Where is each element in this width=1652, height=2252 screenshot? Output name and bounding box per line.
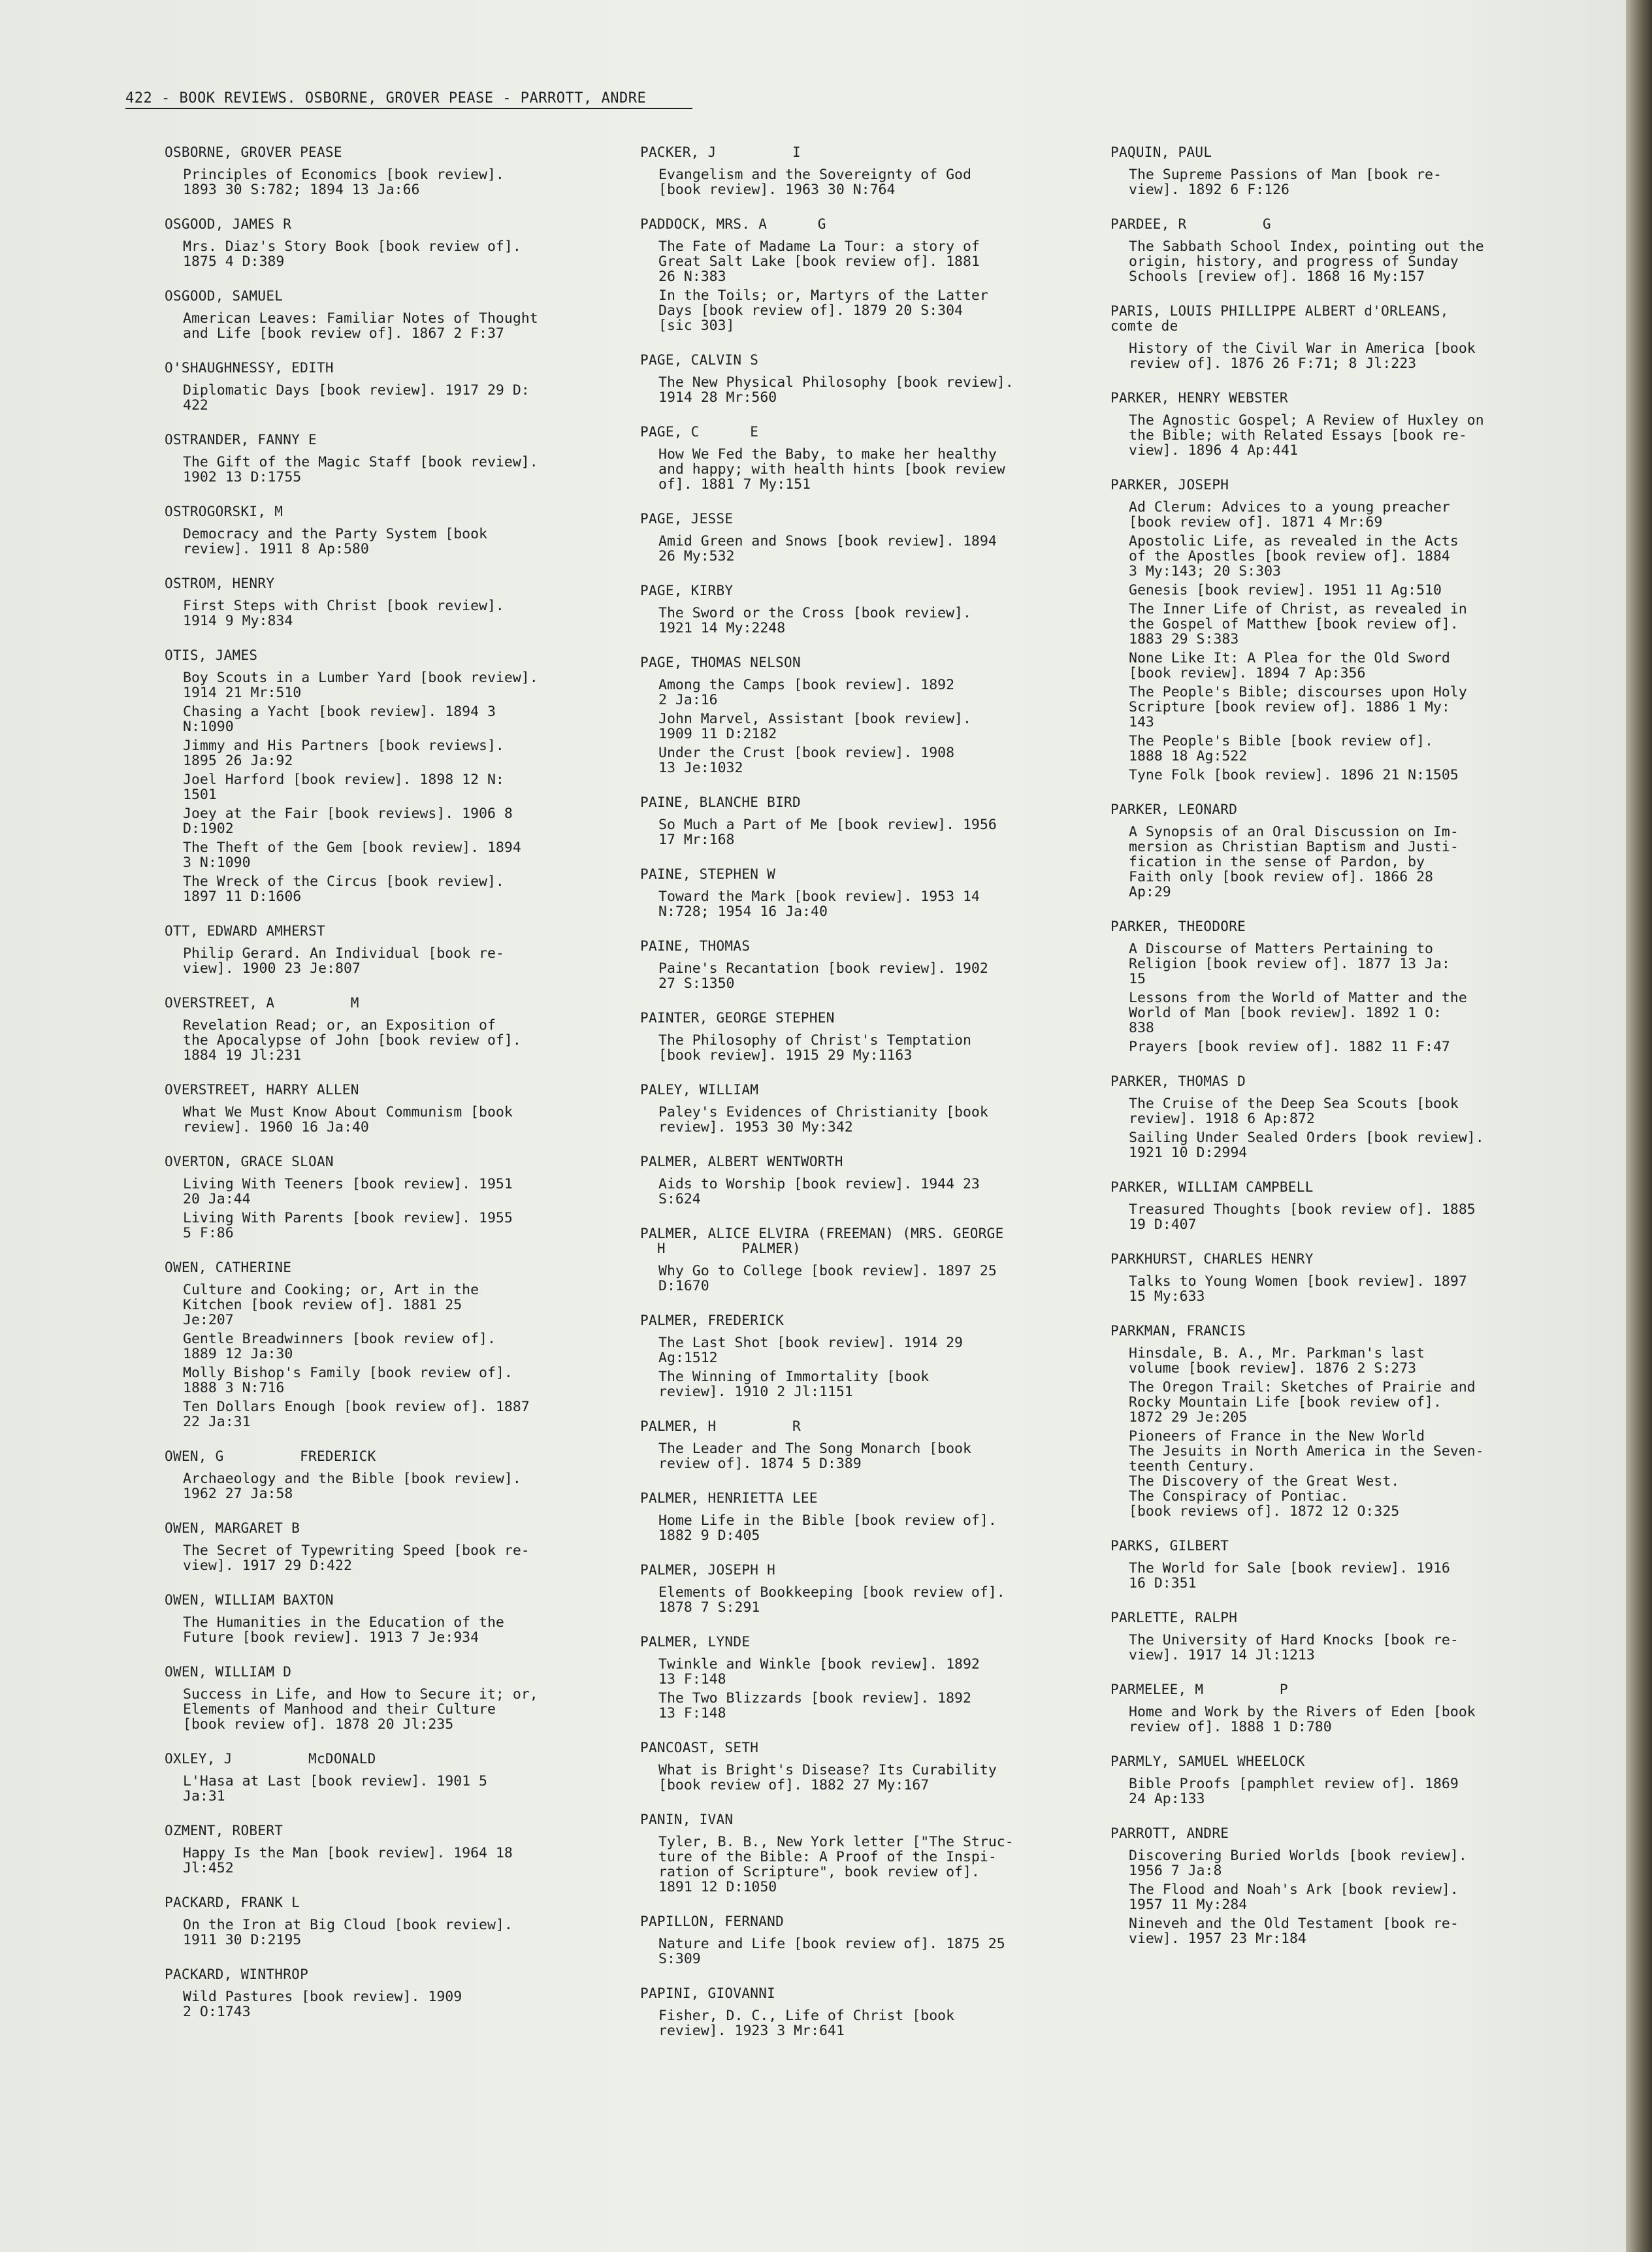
work-citation: Elements of Bookkeeping [book review of]. 1878 7 S:291 bbox=[658, 1584, 1005, 1616]
author-heading: PARMELEE, M P bbox=[1110, 1682, 1288, 1697]
author-heading: OSBORNE, GROVER PEASE bbox=[165, 144, 342, 160]
work-citation: Apostolic Life, as revealed in the Acts of the Apostles [book review of]. 1884 3 My:143; 20 S:303 bbox=[1129, 533, 1459, 579]
work-citation: Prayers [book review of]. 1882 11 F:47 bbox=[1129, 1039, 1450, 1055]
index-entry bbox=[640, 1491, 1065, 1543]
work-citation: The Inner Life of Christ, as revealed in the Gospel of Matthew [book review of]. 1883 29 S:383 bbox=[1129, 601, 1467, 647]
work-citation: History of the Civil War in America [book review of]. 1876 26 F:71; 8 Jl:223 bbox=[1129, 340, 1476, 372]
index-entry bbox=[165, 924, 602, 976]
author-heading: OZMENT, ROBERT bbox=[165, 1823, 283, 1838]
author-heading: OTT, EDWARD AMHERST bbox=[165, 923, 325, 939]
work-citation: Sailing Under Sealed Orders [book review]. 1921 10 D:2994 bbox=[1129, 1130, 1484, 1161]
author-heading: PAGE, THOMAS NELSON bbox=[640, 655, 801, 670]
author-heading: PALMER, ALBERT WENTWORTH bbox=[640, 1154, 843, 1169]
index-entry bbox=[640, 939, 1065, 991]
work-citation: Discovering Buried Worlds [book review]. 1956 7 Ja:8 bbox=[1129, 1848, 1467, 1879]
work-citation: The People's Bible [book review of]. 1888 18 Ag:522 bbox=[1129, 733, 1433, 764]
index-entry bbox=[640, 1226, 1065, 1294]
author-heading: OVERSTREET, HARRY ALLEN bbox=[165, 1082, 359, 1098]
work-citation: The Oregon Trail: Sketches of Prairie and Rocky Mountain Life [book review of]. 1872 29 Je:205 bbox=[1129, 1379, 1476, 1426]
work-citation: Wild Pastures [book review]. 1909 2 O:1743 bbox=[183, 1989, 462, 2020]
work-citation: The Agnostic Gospel; A Review of Huxley on the Bible; with Related Essays [book re- view]. 1896 4 Ap:441 bbox=[1129, 412, 1484, 459]
work-citation: On the Iron at Big Cloud [book review]. 1911 30 D:2195 bbox=[183, 1917, 513, 1948]
work-citation: The Secret of Typewriting Speed [book re- view]. 1917 29 D:422 bbox=[183, 1542, 530, 1574]
work-citation: The Flood and Noah's Ark [book review]. 1957 11 My:284 bbox=[1129, 1882, 1459, 1913]
index-entry bbox=[640, 795, 1065, 847]
index-entry bbox=[640, 425, 1065, 492]
work-citation: The Cruise of the Deep Sea Scouts [book review]. 1918 6 Ap:872 bbox=[1129, 1096, 1459, 1127]
author-heading: OTIS, JAMES bbox=[165, 647, 258, 663]
work-citation: The Leader and The Song Monarch [book review of]. 1874 5 D:389 bbox=[658, 1441, 971, 1472]
index-entry bbox=[640, 867, 1065, 919]
work-citation: Nineveh and the Old Testament [book re- view]. 1957 23 Mr:184 bbox=[1129, 1916, 1459, 1947]
author-heading: PARIS, LOUIS PHILLIPPE ALBERT d'ORLEANS, comte de bbox=[1110, 303, 1449, 334]
work-citation: L'Hasa at Last [book review]. 1901 5 Ja:31 bbox=[183, 1773, 487, 1804]
index-entry bbox=[1110, 1610, 1568, 1663]
author-heading: PARKS, GILBERT bbox=[1110, 1538, 1229, 1554]
work-citation: Twinkle and Winkle [book review]. 1892 13 F:148 bbox=[658, 1656, 980, 1688]
work-citation: Amid Green and Snows [book review]. 1894 26 My:532 bbox=[658, 533, 997, 564]
work-citation: Paley's Evidences of Christianity [book review]. 1953 30 My:342 bbox=[658, 1104, 988, 1135]
index-entry bbox=[640, 353, 1065, 405]
author-heading: OWEN, MARGARET B bbox=[165, 1520, 300, 1536]
work-citation: The Sword or the Cross [book review]. 1921 14 My:2248 bbox=[658, 605, 971, 636]
index-entry bbox=[165, 1260, 602, 1429]
work-citation: Talks to Young Women [book review]. 1897 15 My:633 bbox=[1129, 1273, 1467, 1305]
work-citation: Genesis [book review]. 1951 11 Ag:510 bbox=[1129, 582, 1442, 598]
index-entry bbox=[165, 1083, 602, 1135]
index-entry bbox=[1110, 478, 1568, 783]
work-citation: Democracy and the Party System [book review]. 1911 8 Ap:580 bbox=[183, 526, 487, 557]
work-citation: In the Toils; or, Martyrs of the Latter Days [book review of]. 1879 20 S:304 [sic 303] bbox=[658, 287, 988, 334]
work-citation: Home Life in the Bible [book review of]. 1882 9 D:405 bbox=[658, 1512, 997, 1544]
index-entry bbox=[640, 655, 1065, 775]
column-1 bbox=[165, 145, 602, 2039]
index-entry bbox=[165, 145, 602, 197]
index-entry bbox=[640, 1083, 1065, 1135]
work-citation: The Gift of the Magic Staff [book review]. 1902 13 D:1755 bbox=[183, 454, 538, 485]
author-heading: PAGE, KIRBY bbox=[640, 583, 734, 598]
work-citation: Ad Clerum: Advices to a young preacher [book review of]. 1871 4 Mr:69 bbox=[1129, 499, 1450, 530]
work-citation: Molly Bishop's Family [book review of]. 1888 3 N:716 bbox=[183, 1365, 513, 1396]
index-entry bbox=[165, 996, 602, 1063]
author-heading: PARKER, JOSEPH bbox=[1110, 477, 1229, 493]
work-citation: Toward the Mark [book review]. 1953 14 N:728; 1954 16 Ja:40 bbox=[658, 889, 980, 920]
index-entry bbox=[640, 1986, 1065, 2038]
work-citation: The People's Bible; discourses upon Holy Scripture [book review of]. 1886 1 My: 143 bbox=[1129, 684, 1467, 730]
work-citation: None Like It: A Plea for the Old Sword [book review]. 1894 7 Ap:356 bbox=[1129, 650, 1450, 681]
index-entry bbox=[640, 1313, 1065, 1399]
index-entry bbox=[165, 217, 602, 269]
author-heading: OSTROM, HENRY bbox=[165, 576, 275, 591]
index-entry bbox=[640, 1154, 1065, 1207]
work-citation: Evangelism and the Sovereignty of God [book review]. 1963 30 N:764 bbox=[658, 167, 971, 198]
work-citation: Gentle Breadwinners [book review of]. 1889 12 Ja:30 bbox=[183, 1331, 496, 1362]
index-entry bbox=[1110, 919, 1568, 1054]
author-heading: PALEY, WILLIAM bbox=[640, 1082, 759, 1098]
work-citation: Treasured Thoughts [book review of]. 1885 19 D:407 bbox=[1129, 1201, 1476, 1233]
work-citation: Living With Teeners [book review]. 1951 20 Ja:44 bbox=[183, 1176, 513, 1207]
index-entry bbox=[165, 1449, 602, 1501]
work-citation: What is Bright's Disease? Its Curability [book review of]. 1882 27 My:167 bbox=[658, 1762, 997, 1793]
author-heading: PAGE, C E bbox=[640, 424, 759, 440]
work-citation: Tyne Folk [book review]. 1896 21 N:1505 bbox=[1129, 767, 1459, 783]
work-citation: The Humanities in the Education of the Future [book review]. 1913 7 Je:934 bbox=[183, 1614, 504, 1646]
index-entry bbox=[1110, 1539, 1568, 1591]
author-heading: PAQUIN, PAUL bbox=[1110, 144, 1212, 160]
index-entry bbox=[165, 504, 602, 557]
work-citation: A Discourse of Matters Pertaining to Religion [book review of]. 1877 13 Ja: 15 bbox=[1129, 941, 1450, 987]
author-heading: PARKMAN, FRANCIS bbox=[1110, 1323, 1246, 1339]
author-heading: PALMER, LYNDE bbox=[640, 1634, 751, 1650]
work-citation: Home and Work by the Rivers of Eden [book review of]. 1888 1 D:780 bbox=[1129, 1704, 1476, 1735]
work-citation: How We Fed the Baby, to make her healthy and happy; with health hints [book review of]. 1881 7 My:151 bbox=[658, 446, 1005, 493]
work-citation: Pioneers of France in the New World The Jesuits in North America in the Seven- teenth Century. The Discovery of the Great West. The Conspiracy of Pontiac. [book reviews of]. 1872 12 O:325 bbox=[1129, 1428, 1484, 1520]
work-citation: Bible Proofs [pamphlet review of]. 1869 24 Ap:133 bbox=[1129, 1776, 1459, 1807]
author-heading: PARDEE, R G bbox=[1110, 216, 1271, 232]
work-citation: Archaeology and the Bible [book review]. 1962 27 Ja:58 bbox=[183, 1471, 521, 1502]
work-citation: The Last Shot [book review]. 1914 29 Ag:1512 bbox=[658, 1335, 963, 1366]
work-citation: First Steps with Christ [book review]. 1914 9 My:834 bbox=[183, 598, 504, 629]
work-citation: The New Physical Philosophy [book review]. 1914 28 Mr:560 bbox=[658, 374, 1014, 406]
author-heading: OVERTON, GRACE SLOAN bbox=[165, 1154, 334, 1169]
index-entry bbox=[640, 1011, 1065, 1063]
author-heading: PARKER, WILLIAM CAMPBELL bbox=[1110, 1179, 1314, 1195]
index-entry bbox=[1110, 802, 1568, 900]
author-heading: PAPILLON, FERNAND bbox=[640, 1914, 785, 1929]
index-entry bbox=[165, 1665, 602, 1732]
work-citation: Success in Life, and How to Secure it; or, Elements of Manhood and their Culture [book review of]. 1878 20 Jl:235 bbox=[183, 1686, 538, 1733]
work-citation: Fisher, D. C., Life of Christ [book review]. 1923 3 Mr:641 bbox=[658, 2008, 955, 2039]
index-entry bbox=[165, 648, 602, 904]
work-citation: Principles of Economics [book review]. 1893 30 S:782; 1894 13 Ja:66 bbox=[183, 167, 504, 198]
work-citation: What We Must Know About Communism [book review]. 1960 16 Ja:40 bbox=[183, 1104, 513, 1135]
work-citation: Under the Crust [book review]. 1908 13 Je:1032 bbox=[658, 745, 955, 776]
work-citation: A Synopsis of an Oral Discussion on Im- mersion as Christian Baptism and Justi- fication in the sense of Pardon, by Faith only [book review of]. 1866 28 Ap:29 bbox=[1129, 824, 1459, 900]
work-citation: Joel Harford [book review]. 1898 12 N: 1501 bbox=[183, 772, 504, 803]
author-heading: OSTRANDER, FANNY E bbox=[165, 432, 317, 448]
index-entry bbox=[165, 1521, 602, 1573]
index-entry bbox=[165, 289, 602, 341]
author-heading: OVERSTREET, A M bbox=[165, 995, 359, 1011]
index-entry bbox=[640, 145, 1065, 197]
index-entry bbox=[165, 1752, 602, 1804]
work-citation: American Leaves: Familiar Notes of Thought and Life [book review of]. 1867 2 F:37 bbox=[183, 310, 538, 342]
work-citation: The Theft of the Gem [book review]. 1894 3 N:1090 bbox=[183, 840, 521, 871]
work-citation: The University of Hard Knocks [book re- view]. 1917 14 Jl:1213 bbox=[1129, 1632, 1459, 1663]
work-citation: The Fate of Madame La Tour: a story of Great Salt Lake [book review of]. 1881 26 N:383 bbox=[658, 238, 980, 285]
index-entry bbox=[1110, 217, 1568, 284]
index-entry bbox=[1110, 1754, 1568, 1806]
work-citation: Boy Scouts in a Lumber Yard [book review]. 1914 21 Mr:510 bbox=[183, 670, 538, 701]
author-heading: PAINE, STEPHEN W bbox=[640, 866, 776, 882]
work-citation: Revelation Read; or, an Exposition of the Apocalypse of John [book review of]. 1884 19 Jl:231 bbox=[183, 1017, 521, 1064]
work-citation: The Two Blizzards [book review]. 1892 13 F:148 bbox=[658, 1690, 971, 1722]
author-heading: PAGE, CALVIN S bbox=[640, 352, 759, 368]
index-entry bbox=[165, 1154, 602, 1241]
author-heading: PACKER, J I bbox=[640, 144, 801, 160]
author-heading: PAINE, THOMAS bbox=[640, 938, 751, 954]
index-entry bbox=[640, 1740, 1065, 1793]
work-citation: Chasing a Yacht [book review]. 1894 3 N:1090 bbox=[183, 704, 496, 735]
author-heading: PALMER, FREDERICK bbox=[640, 1313, 785, 1328]
author-heading: PARLETTE, RALPH bbox=[1110, 1610, 1238, 1625]
work-citation: Ten Dollars Enough [book review of]. 1887 22 Ja:31 bbox=[183, 1399, 530, 1430]
author-heading: OSGOOD, JAMES R bbox=[165, 216, 292, 232]
index-entry bbox=[165, 1823, 602, 1876]
author-heading: PANIN, IVAN bbox=[640, 1812, 734, 1827]
index-entry bbox=[165, 361, 602, 413]
index-entry bbox=[165, 576, 602, 628]
work-citation: The Philosophy of Christ's Temptation [book review]. 1915 29 My:1163 bbox=[658, 1032, 971, 1064]
author-heading: PACKARD, WINTHROP bbox=[165, 1966, 309, 1982]
author-heading: PARKER, THEODORE bbox=[1110, 919, 1246, 934]
work-citation: Paine's Recantation [book review]. 1902 27 S:1350 bbox=[658, 960, 988, 992]
work-citation: Lessons from the World of Matter and the World of Man [book review]. 1892 1 O: 838 bbox=[1129, 990, 1467, 1036]
author-heading: OSTROGORSKI, M bbox=[165, 504, 283, 519]
column-3 bbox=[1110, 145, 1568, 1966]
index-entry bbox=[1110, 391, 1568, 458]
index-entry bbox=[165, 1895, 602, 1948]
author-heading: OWEN, WILLIAM BAXTON bbox=[165, 1592, 334, 1608]
work-citation: Tyler, B. B., New York letter ["The Struc- ture of the Bible: A Proof of the Inspi- ration of Scripture", book review of]. 1891 12 D:1050 bbox=[658, 1834, 1014, 1895]
work-citation: Among the Camps [book review]. 1892 2 Ja:16 bbox=[658, 677, 955, 708]
page-binding-edge bbox=[1626, 0, 1652, 2252]
index-entry bbox=[1110, 145, 1568, 197]
author-heading: PALMER, H R bbox=[640, 1418, 801, 1434]
work-citation: Nature and Life [book review of]. 1875 25 S:309 bbox=[658, 1936, 1005, 1967]
work-citation: Mrs. Diaz's Story Book [book review of]. 1875 4 D:389 bbox=[183, 238, 521, 270]
author-heading: OWEN, CATHERINE bbox=[165, 1260, 292, 1275]
author-heading: PARKER, LEONARD bbox=[1110, 802, 1238, 817]
work-citation: Why Go to College [book review]. 1897 25 D:1670 bbox=[658, 1263, 997, 1294]
author-heading: PAGE, JESSE bbox=[640, 511, 734, 527]
work-citation: The Winning of Immortality [book review]. 1910 2 Jl:1151 bbox=[658, 1369, 930, 1400]
work-citation: So Much a Part of Me [book review]. 1956 17 Mr:168 bbox=[658, 817, 997, 848]
work-citation: The Sabbath School Index, pointing out the origin, history, and progress of Sunday Schools [review of]. 1868 16 My:157 bbox=[1129, 238, 1484, 285]
index-entry bbox=[640, 217, 1065, 333]
author-heading: PAINTER, GEORGE STEPHEN bbox=[640, 1010, 835, 1026]
index-entry bbox=[165, 1593, 602, 1645]
work-citation: The World for Sale [book review]. 1916 16 D:351 bbox=[1129, 1560, 1450, 1591]
index-entry bbox=[1110, 1180, 1568, 1232]
index-entry bbox=[640, 1419, 1065, 1471]
work-citation: Jimmy and His Partners [book reviews]. 1895 26 Ja:92 bbox=[183, 738, 504, 769]
index-entry bbox=[640, 583, 1065, 636]
work-citation: The Supreme Passions of Man [book re- view]. 1892 6 F:126 bbox=[1129, 167, 1442, 198]
author-heading: PARKER, THOMAS D bbox=[1110, 1073, 1246, 1089]
author-heading: PALMER, HENRIETTA LEE bbox=[640, 1490, 818, 1506]
index-entry bbox=[640, 1635, 1065, 1721]
author-heading: OWEN, G FREDERICK bbox=[165, 1448, 376, 1464]
index-entry bbox=[1110, 1074, 1568, 1160]
index-entry bbox=[165, 432, 602, 485]
author-heading: PARMLY, SAMUEL WHEELOCK bbox=[1110, 1754, 1305, 1769]
index-entry bbox=[640, 1812, 1065, 1895]
index-entry bbox=[165, 1967, 602, 2019]
author-heading: OSGOOD, SAMUEL bbox=[165, 288, 283, 304]
author-heading: PAINE, BLANCHE BIRD bbox=[640, 794, 801, 810]
work-citation: The Wreck of the Circus [book review]. 1897 11 D:1606 bbox=[183, 873, 504, 905]
index-entry bbox=[1110, 304, 1568, 371]
author-heading: PANCOAST, SETH bbox=[640, 1740, 759, 1755]
author-heading: PACKARD, FRANK L bbox=[165, 1895, 300, 1910]
index-entry bbox=[1110, 1682, 1568, 1735]
author-heading: OXLEY, J McDONALD bbox=[165, 1751, 376, 1767]
work-citation: Diplomatic Days [book review]. 1917 29 D: 422 bbox=[183, 382, 530, 414]
work-citation: Philip Gerard. An Individual [book re- view]. 1900 23 Je:807 bbox=[183, 945, 504, 977]
work-citation: Aids to Worship [book review]. 1944 23 S:624 bbox=[658, 1176, 980, 1207]
work-citation: John Marvel, Assistant [book review]. 1909 11 D:2182 bbox=[658, 711, 971, 742]
author-heading: PAPINI, GIOVANNI bbox=[640, 1985, 776, 2001]
index-entry bbox=[1110, 1252, 1568, 1304]
index-entry bbox=[640, 1563, 1065, 1615]
index-entry bbox=[640, 1914, 1065, 1966]
author-heading: PALMER, ALICE ELVIRA (FREEMAN) (MRS. GEORGE H PALMER) bbox=[640, 1226, 1004, 1256]
author-heading: OWEN, WILLIAM D bbox=[165, 1664, 292, 1680]
author-heading: O'SHAUGHNESSY, EDITH bbox=[165, 360, 334, 376]
work-citation: Joey at the Fair [book reviews]. 1906 8 D:1902 bbox=[183, 806, 513, 837]
index-entry bbox=[1110, 1826, 1568, 1946]
author-heading: PARKER, HENRY WEBSTER bbox=[1110, 390, 1288, 406]
author-heading: PARROTT, ANDRE bbox=[1110, 1825, 1229, 1841]
author-heading: PARKHURST, CHARLES HENRY bbox=[1110, 1251, 1314, 1267]
running-head: 422 - BOOK REVIEWS. OSBORNE, GROVER PEASE - PARROTT, ANDRE bbox=[125, 90, 692, 109]
author-heading: PADDOCK, MRS. A G bbox=[640, 216, 826, 232]
work-citation: Hinsdale, B. A., Mr. Parkman's last volume [book review]. 1876 2 S:273 bbox=[1129, 1345, 1425, 1377]
index-entry bbox=[640, 512, 1065, 564]
work-citation: Culture and Cooking; or, Art in the Kitchen [book review of]. 1881 25 Je:207 bbox=[183, 1282, 479, 1328]
column-2 bbox=[640, 145, 1065, 2058]
index-entry bbox=[1110, 1324, 1568, 1519]
work-citation: Living With Parents [book review]. 1955 5 F:86 bbox=[183, 1210, 513, 1241]
work-citation: Happy Is the Man [book review]. 1964 18 Jl:452 bbox=[183, 1845, 513, 1876]
author-heading: PALMER, JOSEPH H bbox=[640, 1562, 776, 1578]
